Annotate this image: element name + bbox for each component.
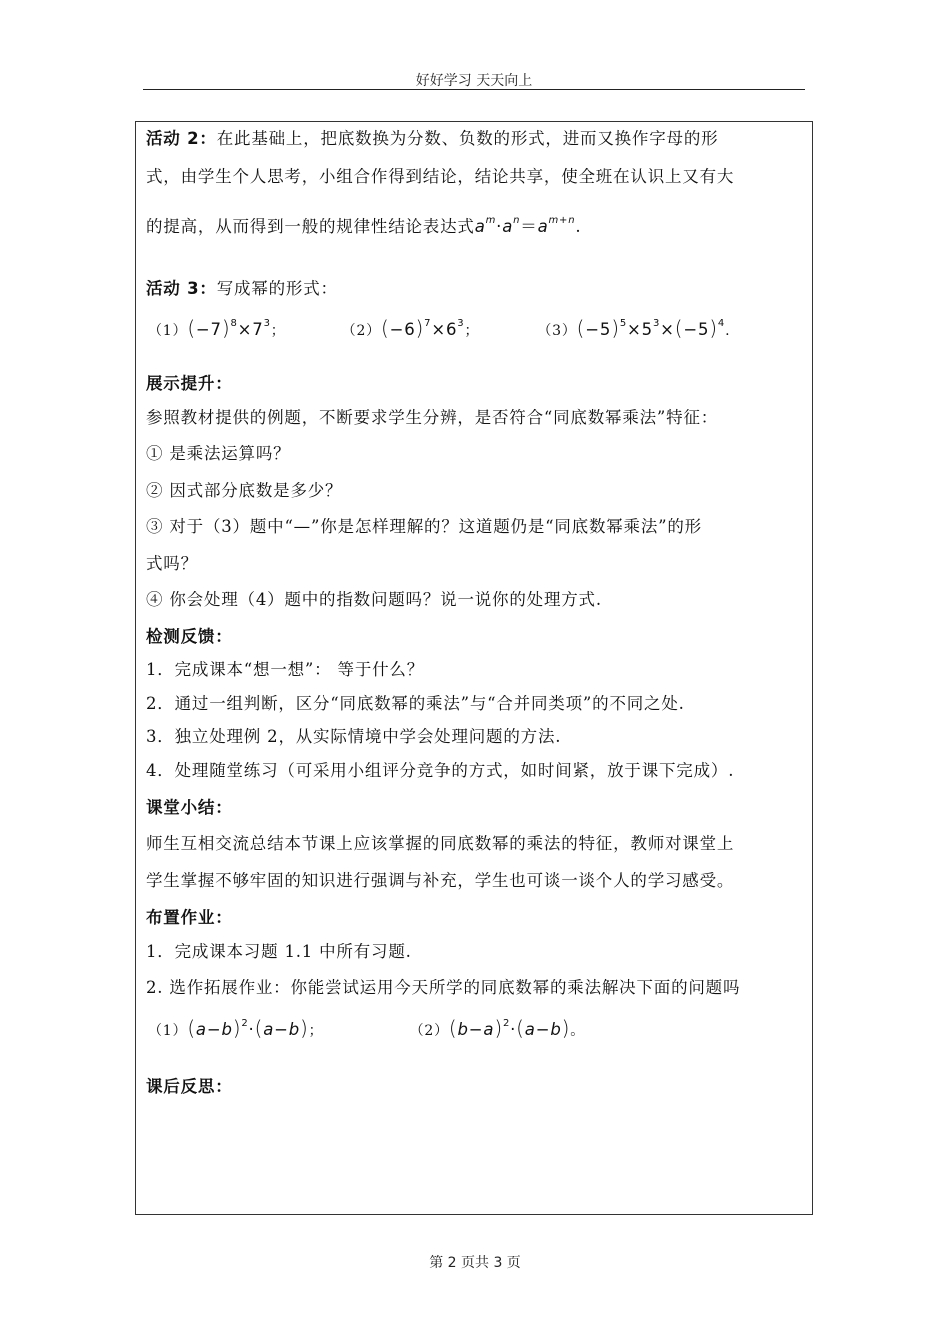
show-question-2: ② 因式部分底数是多少？ [146,481,343,500]
activity3-text: 写成幂的形式： [216,279,338,298]
feedback-item-1: 1．完成课本“想一想”： 等于什么？ [146,660,425,679]
show-question-3b: 式吗？ [146,554,198,573]
homework-exercises [148,1016,585,1043]
activity3-label: 活动 3： [146,279,217,298]
homework-label: 布置作业： [146,908,233,927]
summary-line-1: 师生互相交流总结本节课上应该掌握的同底数幂的乘法的特征，教师对课堂上 [146,834,735,853]
reflection-label: 课后反思： [146,1077,233,1096]
summary-line-2: 学生掌握不够牢固的知识进行强调与补充，学生也可谈一谈个人的学习感受。 [146,871,735,890]
page-footer: 第 2 页共 3 页 [429,1255,521,1271]
show-question-1: ① 是乘法运算吗？ [146,444,291,463]
show-label: 展示提升： [146,374,233,393]
homework-exercise-1: $(1)(a-b)^2\cdot(a-b)$； [148,1016,324,1040]
homework-exercise-2: $(2)(b-a)^2\cdot(a-b)$。 [409,1016,586,1040]
activity3-item-3: $(3)(-5)^5\times 5^3\times(-5)^4$. [537,316,731,340]
activity2-line2: 式，由学生个人思考，小组合作得到结论，结论共享，使全班在认识上又有大 [146,167,735,186]
activity3-item-1: $(1)(-7)^8\times 7^3$； [148,316,286,340]
activity2-line1 [146,127,718,151]
show-question-3a: ③ 对于（3）题中“—”你是怎样理解的？这道题仍是“同底数幂乘法”的形 [146,517,702,536]
homework-item-1: 1．完成课本习题 1.1 中所有习题. [146,942,412,961]
activity3-line [146,277,338,301]
feedback-item-2: 2．通过一组判断，区分“同底数幂的乘法”与“合并同类项”的不同之处. [146,694,685,713]
summary-label: 课堂小结： [146,798,233,817]
show-question-4: ④ 你会处理（4）题中的指数问题吗？说一说你的处理方式. [146,590,602,609]
activity3-exercises [148,316,730,343]
feedback-item-3: 3．独立处理例 2，从实际情境中学会处理问题的方法. [146,727,562,746]
page-header: 好好学习 天天向上 [415,73,533,89]
header-rule [143,89,805,90]
activity2-line3 [146,215,581,239]
show-intro: 参照教材提供的例题，不断要求学生分辨，是否符合“同底数幂乘法”特征： [146,408,719,427]
feedback-label: 检测反馈： [146,627,233,646]
activity2-text1: 在此基础上，把底数换为分数、负数的形式，进而又换作字母的形 [216,129,719,148]
activity2-label: 活动 2： [146,129,217,148]
feedback-item-4: 4．处理随堂练习（可采用小组评分竞争的方式，如时间紧，放于课下完成）. [146,761,735,780]
activity2-text3: 的提高，从而得到一般的规律性结论表达式 [146,217,475,236]
power-rule-formula: $a^m\cdot a^n=a^{m+n}$. [474,215,582,236]
activity3-item-2: $(2)(-6)^7\times 6^3$； [341,316,480,340]
homework-item-2: 2. 选作拓展作业：你能尝试运用今天所学的同底数幂的乘法解决下面的问题吗 [146,978,741,997]
